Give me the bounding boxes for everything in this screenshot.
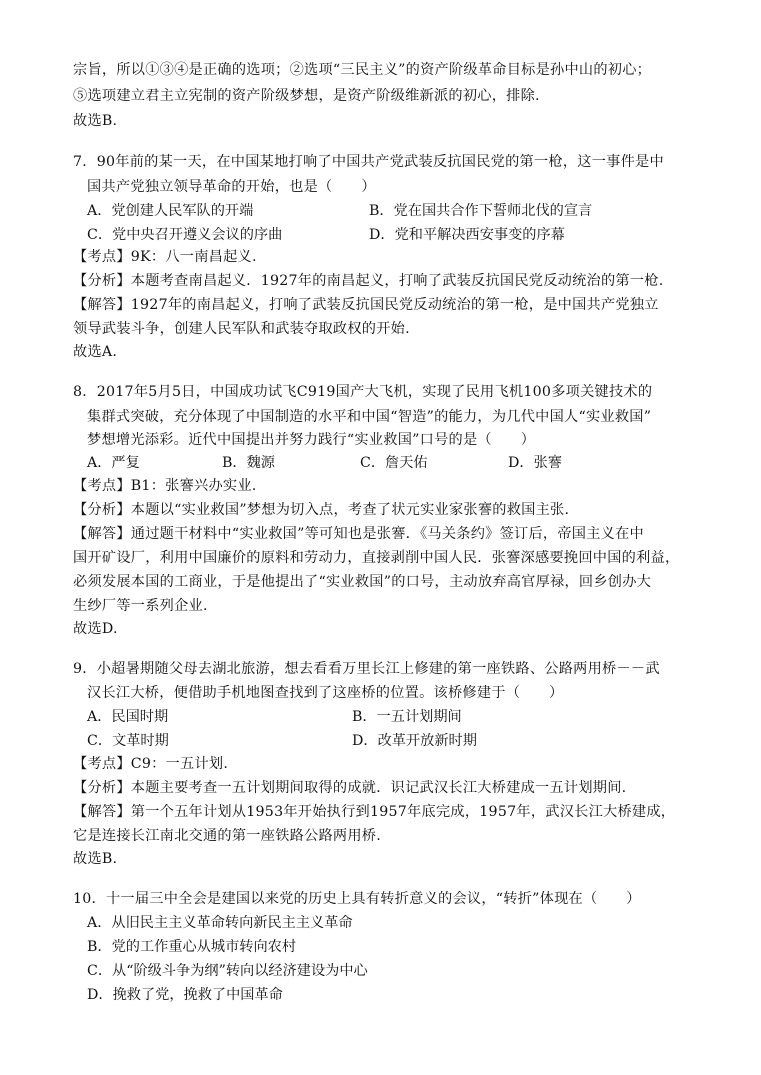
q9-stem-line-2: 汉长江大桥，便借助手机地图查找到了这座桥的位置。该桥修建于（ ） <box>87 685 564 701</box>
q8-jieda-line-1: 【解答】通过题干材料中“实业救国”等可知也是张謇．《马关条约》签订后，帝国主义在中 <box>73 526 644 542</box>
q9-option-c: C．文革时期 <box>87 733 169 749</box>
q8-option-a: A．严复 <box>87 455 140 471</box>
q8-jieda-line-4: 生纱厂等一系列企业. <box>73 598 208 614</box>
q9-fenxi: 【分析】本题主要考查一五计划期间取得的成就．识记武汉长江大桥建成一五计划期间. <box>73 780 627 796</box>
q7-stem-line-1: 7．90年前的某一天，在中国某地打响了中国共产党武装反抗国民党的第一枪，这一事件是中 <box>73 154 664 170</box>
q9-jieda-line-2: 它是连接长江南北交通的第一座铁路公路两用桥. <box>73 828 381 844</box>
q9-option-d: D．改革开放新时期 <box>352 733 477 749</box>
q8-stem-line-1: 8．2017年5月5日，中国成功试飞C919国产大飞机，实现了民用飞机100多项关键技术的 <box>73 384 653 400</box>
q8-option-b: B．魏源 <box>222 455 275 471</box>
q8-answer: 故选D. <box>73 621 118 637</box>
q7-jieda-line-1: 【解答】1927年的南昌起义，打响了武装反抗国民党反动统治的第一枪，是中国共产党独立 <box>73 297 659 313</box>
q8-stem-line-3: 梦想增光添彩。近代中国提出并努力践行“实业救国”口号的是（ ） <box>87 432 536 448</box>
q7-answer: 故选A. <box>73 344 118 360</box>
q10-option-a: A．从旧民主主义革命转向新民主主义革命 <box>87 915 353 931</box>
q7-option-b: B．党在国共合作下誓师北伐的宣言 <box>369 203 593 219</box>
q8-jieda-line-3: 必须发展本国的工商业，于是他提出了“实业救国”的口号，主动放弃高官厚禄，回乡创办大 <box>73 574 652 590</box>
q8-jieda-line-2: 国开矿设厂，利用中国廉价的原料和劳动力，直接剥削中国人民．张謇深感要挽回中国的利益， <box>73 550 680 566</box>
q7-option-c: C．党中央召开遵义会议的序曲 <box>87 227 283 243</box>
q9-stem-line-1: 9．小超暑期随父母去湖北旅游，想去看看万里长江上修建的第一座铁路、公路两用桥－－武 <box>73 661 660 677</box>
q10-option-c: C．从“阶级斗争为纲”转向以经济建设为中心 <box>87 963 368 979</box>
q8-option-c: C．詹天佑 <box>360 455 428 471</box>
q9-answer: 故选B. <box>73 851 118 867</box>
q8-kaodian: 【考点】B1：张謇兴办实业. <box>73 478 257 494</box>
q7-fenxi: 【分析】本题考查南昌起义．1927年的南昌起义，打响了武装反抗国民党反动统治的第一枪. <box>73 273 664 289</box>
q10-stem-line-1: 10．十一届三中全会是建国以来党的历史上具有转折意义的会议，“转折”体现在（ ） <box>73 891 641 907</box>
q9-jieda-line-1: 【解答】第一个五年计划从1953年开始执行到1957年底完成，1957年，武汉长江大桥建成， <box>73 804 676 820</box>
q8-option-d: D．张謇 <box>508 455 562 471</box>
q9-option-a: A．民国时期 <box>87 709 169 725</box>
q7-stem-line-2: 国共产党独立领导革命的开始，也是（ ） <box>87 179 376 195</box>
intro-text-line-1: 宗旨，所以①③④是正确的选项；②选项“三民主义”的资产阶级革命目标是孙中山的初心； <box>73 62 652 78</box>
q7-option-d: D．党和平解决西安事变的序幕 <box>369 227 565 243</box>
q9-kaodian: 【考点】C9：一五计划. <box>73 756 229 772</box>
intro-answer: 故选B. <box>73 113 118 129</box>
q7-option-a: A．党创建人民军队的开端 <box>87 203 254 219</box>
q8-stem-line-2: 集群式突破，充分体现了中国制造的水平和中国“智造”的能力，为几代中国人“实业救国” <box>87 409 652 425</box>
q10-option-d: D．挽救了党，挽救了中国革命 <box>87 987 283 1003</box>
q10-option-b: B．党的工作重心从城市转向农村 <box>87 939 297 955</box>
intro-text-line-2: ⑤选项建立君主立宪制的资产阶级梦想，是资产阶级维新派的初心，排除. <box>73 88 540 104</box>
q7-jieda-line-2: 领导武装斗争，创建人民军队和武装夺取政权的开始. <box>73 321 410 337</box>
q9-option-b: B．一五计划期间 <box>352 709 462 725</box>
q8-fenxi: 【分析】本题以“实业救国”梦想为切入点，考查了状元实业家张謇的救国主张. <box>73 502 570 518</box>
q7-kaodian: 【考点】9K：八一南昌起义. <box>73 249 257 265</box>
